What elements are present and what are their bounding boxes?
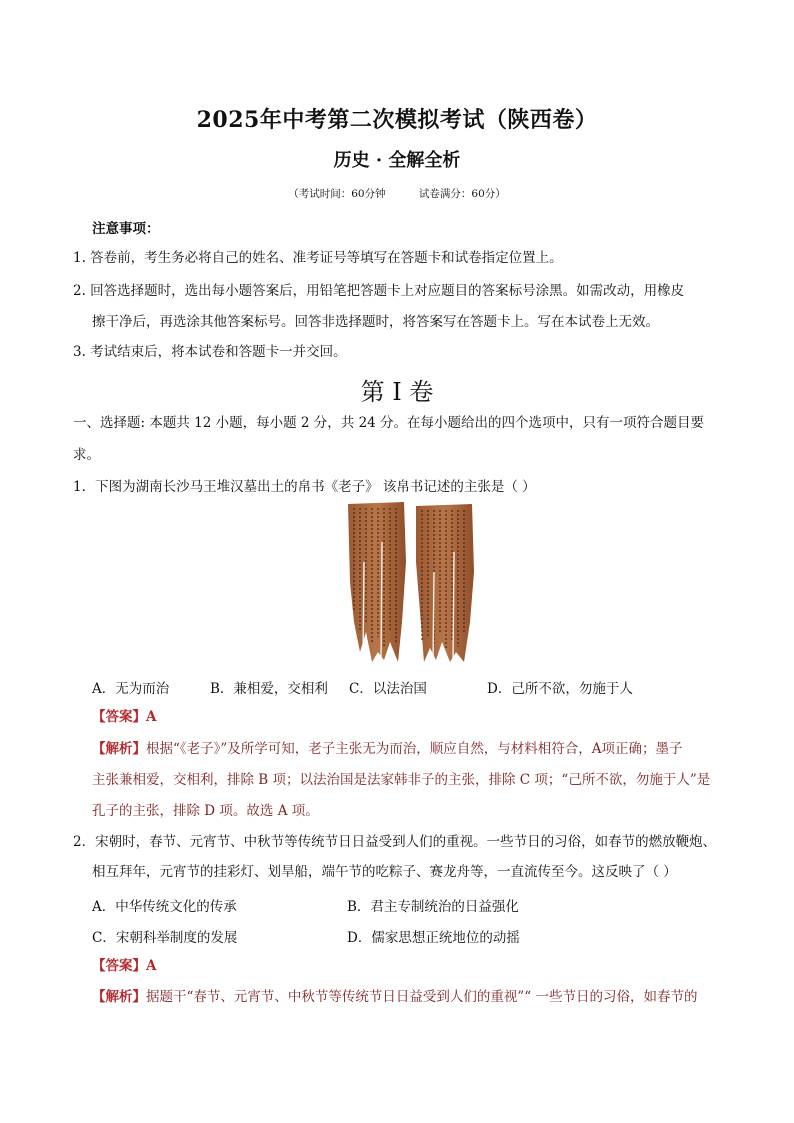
answer-label: 【答案】 bbox=[92, 958, 146, 974]
answer-value: A bbox=[146, 958, 157, 974]
exam-time: （考试时间：60分钟 bbox=[288, 188, 386, 200]
question-2-option-d: D．儒家思想正统地位的动摇 bbox=[347, 930, 520, 946]
silk-manuscript-image bbox=[344, 502, 479, 662]
question-2-stem: 相互拜年，元宵节的挂彩灯、划旱船，端午节的吃粽子、赛龙舟等，一直流传至今。这反映了（ ） bbox=[92, 864, 677, 880]
answer-value: A bbox=[146, 709, 157, 725]
question-2-option-c: C．宋朝科举制度的发展 bbox=[92, 930, 238, 946]
question-2-answer bbox=[92, 957, 156, 975]
analysis-text: 根据“《老子》”及所学可知，老子主张无为而治，顺应自然，与材料相符合，A项正确；墨子 bbox=[146, 741, 683, 757]
question-1-answer bbox=[92, 708, 156, 726]
notes-heading: 注意事项： bbox=[92, 221, 160, 237]
analysis-text: 主张兼相爱，交相利，排除 B 项；以法治国是法家韩非子的主张，排除 C 项；“己所不欲，勿施于人”是 bbox=[92, 772, 711, 788]
question-1-analysis bbox=[92, 740, 683, 758]
analysis-text: 孔子的主张，排除 D 项。故选 A 项。 bbox=[92, 803, 319, 819]
analysis-label: 【解析】 bbox=[92, 741, 146, 757]
section-intro: 一、选择题: 本题共 12 小题，每小题 2 分，共 24 分。在每小题给出的四个选项中，只有一项符合题目要 bbox=[73, 415, 705, 431]
question-2-option-a: A．中华传统文化的传承 bbox=[92, 899, 237, 915]
question-1-option-b: B．兼相爱，交相利 bbox=[210, 681, 328, 697]
exam-score: 试卷满分：60分） bbox=[418, 188, 506, 200]
question-1-stem: 1．下图为湖南长沙马王堆汉墓出土的帛书《老子》 该帛书记述的主张是（ ） bbox=[73, 479, 536, 495]
note-item: 3. 考试结束后，将本试卷和答题卡一并交回。 bbox=[73, 344, 347, 360]
question-2-analysis bbox=[92, 988, 698, 1006]
analysis-text: 据题干“春节、元宵节、中秋节等传统节日日益受到人们的重视”“ 一些节日的习俗，如春节的 bbox=[146, 989, 698, 1005]
page-title: 2025年中考第二次模拟考试（陕西卷） bbox=[196, 107, 598, 133]
question-1-option-d: D．己所不欲，勿施于人 bbox=[487, 681, 633, 697]
answer-label: 【答案】 bbox=[92, 709, 146, 725]
question-2-option-b: B．君主专制统治的日益强化 bbox=[347, 899, 519, 915]
question-1-option-a: A．无为而治 bbox=[92, 681, 170, 697]
section-intro: 求。 bbox=[73, 447, 100, 463]
analysis-label: 【解析】 bbox=[92, 989, 146, 1005]
page-subtitle: 历史 · 全解全析 bbox=[333, 150, 461, 171]
question-2-stem: 2．宋朝时，春节、元宵节、中秋节等传统节日日益受到人们的重视。一些节日的习俗，如春节的燃放鞭炮、 bbox=[73, 834, 717, 850]
note-item: 1. 答卷前，考生务必将自己的姓名、准考证号等填写在答题卡和试卷指定位置上。 bbox=[73, 250, 563, 266]
question-1-option-c: C．以法治国 bbox=[349, 681, 427, 697]
section-title: 第 I 卷 bbox=[360, 378, 434, 406]
note-item: 擦干净后，再选涂其他答案标号。回答非选择题时，将答案写在答题卡上。写在本试卷上无效。 bbox=[92, 314, 659, 330]
exam-meta bbox=[0, 186, 794, 201]
note-item: 2. 回答选择题时，选出每小题答案后，用铅笔把答题卡上对应题目的答案标号涂黑。如需改动，用橡皮 bbox=[73, 283, 685, 299]
